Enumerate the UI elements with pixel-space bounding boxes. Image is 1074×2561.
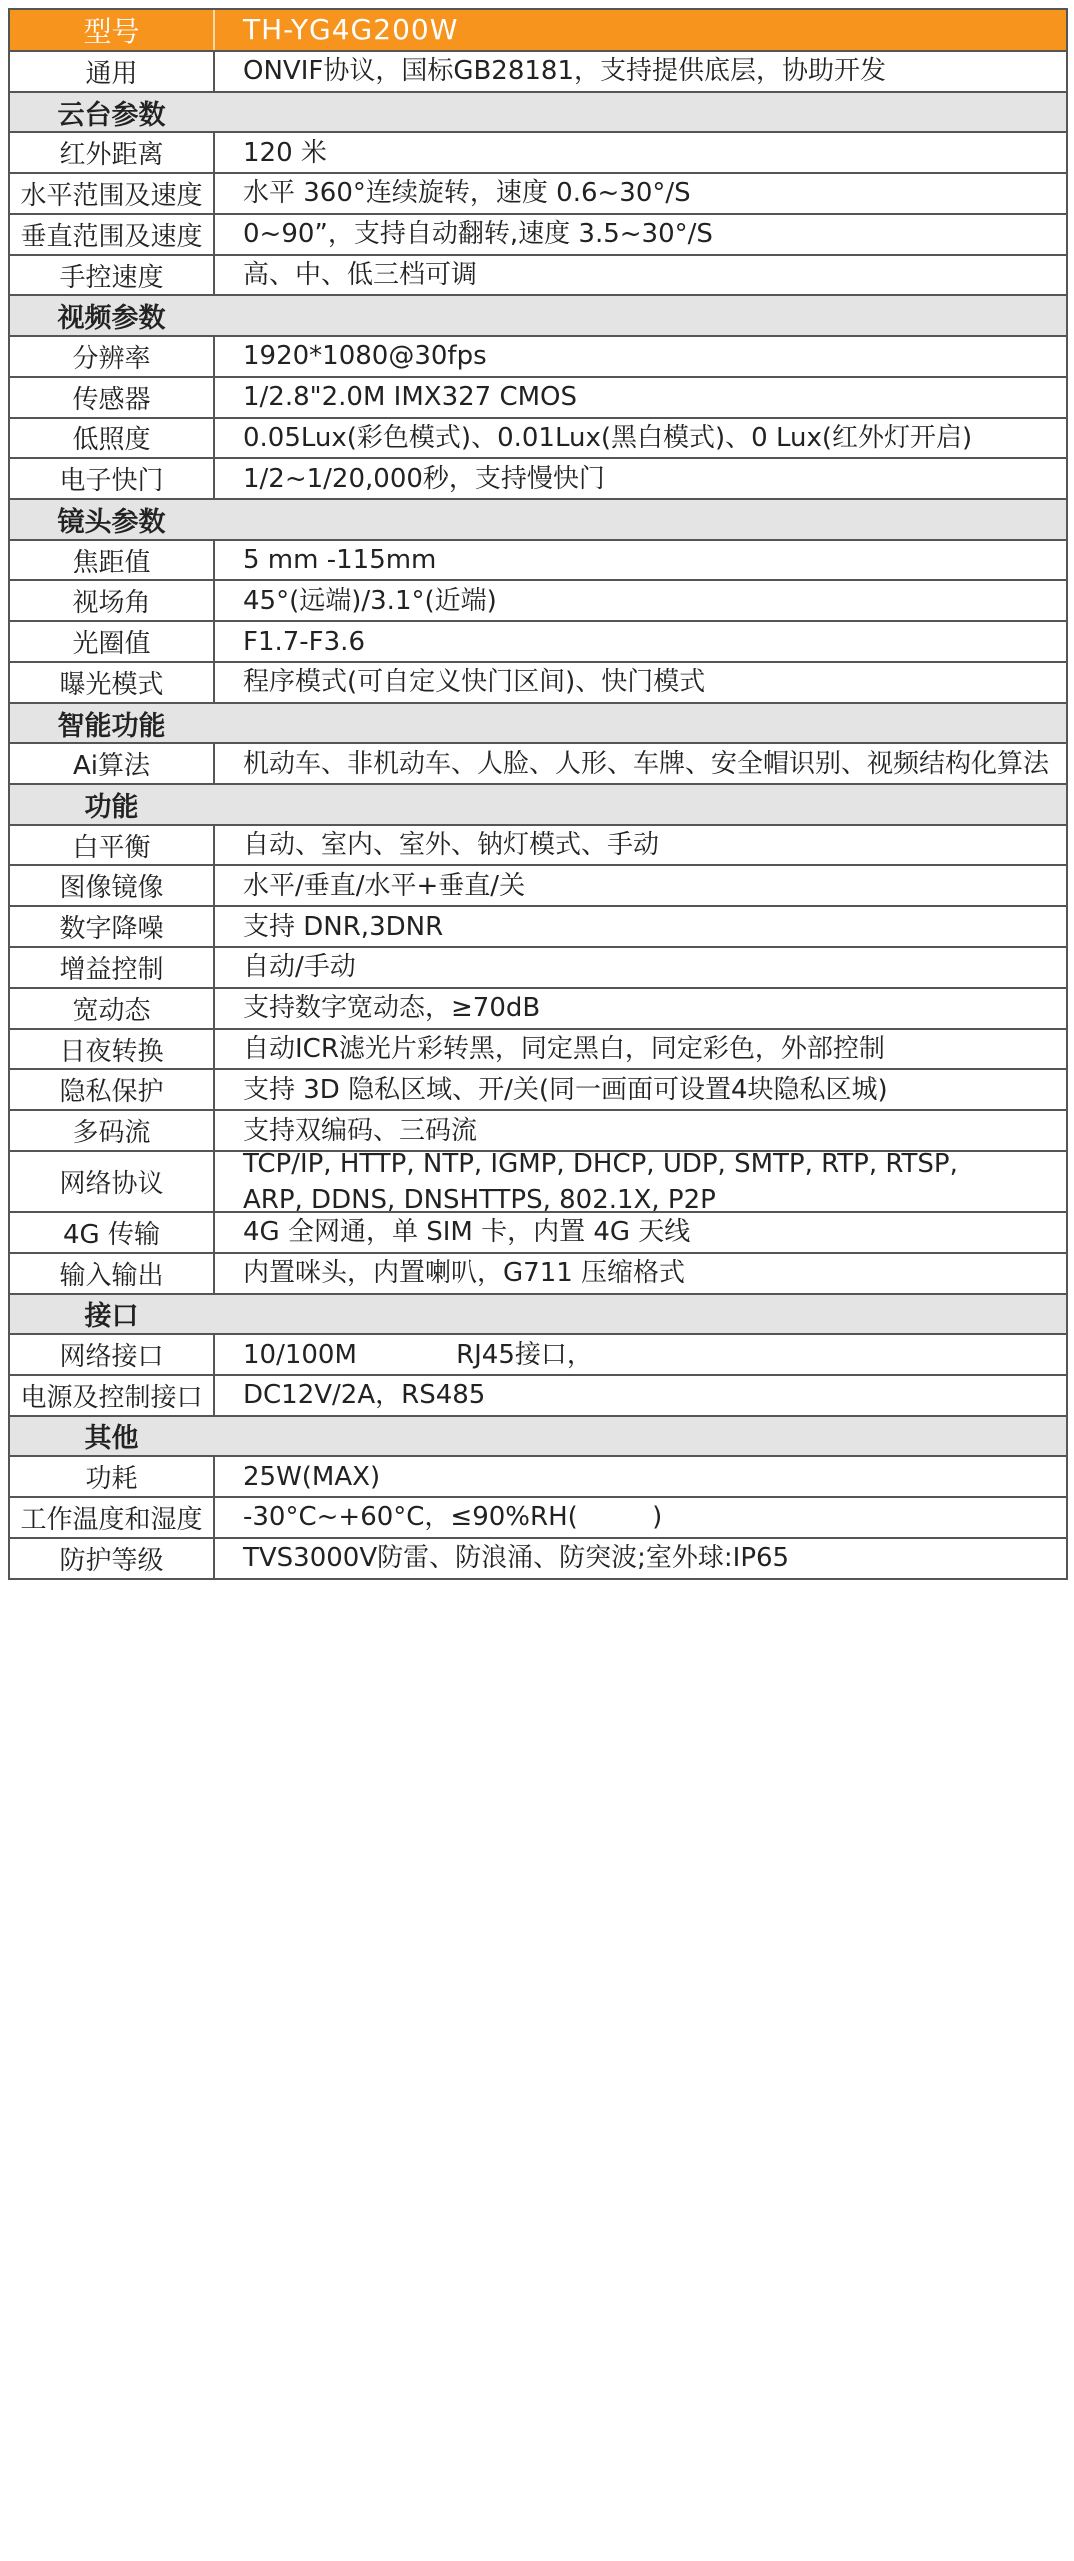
- spec-row: [10, 866, 1066, 907]
- section-header: [10, 500, 1066, 541]
- spec-value: TCP/IP, HTTP, NTP, IGMP, DHCP, UDP, SMTP, RTP, RTSP, ARP, DDNS, DNSHTTPS, 802.1X, P2P: [243, 1148, 958, 1215]
- spec-row: [10, 826, 1066, 867]
- spec-value: 1/2~1/20,000秒，支持慢快门: [243, 463, 605, 494]
- spec-label: 传感器: [10, 378, 215, 417]
- section-header: [10, 1295, 1066, 1336]
- spec-row: [10, 174, 1066, 215]
- spec-value: 10/100M RJ45接口，: [243, 1339, 593, 1370]
- section-title: 接口: [84, 1301, 139, 1333]
- spec-label: Ai算法: [10, 744, 215, 783]
- spec-label: 电子快门: [10, 459, 215, 498]
- spec-value: 支持 DNR,3DNR: [243, 911, 444, 942]
- spec-value: DC12V/2A，RS485: [243, 1380, 486, 1411]
- section-header: [10, 785, 1066, 826]
- section-title: 功能: [84, 791, 139, 823]
- spec-label: 电源及控制接口: [10, 1376, 215, 1415]
- spec-row: [10, 744, 1066, 785]
- spec-value: TVS3000V防雷、防浪涌、防突波;室外球:IP65: [243, 1543, 790, 1574]
- spec-row: [10, 907, 1066, 948]
- spec-label: 数字降噪: [10, 907, 215, 946]
- spec-value: 1920*1080@30fps: [243, 341, 487, 372]
- spec-row: [10, 541, 1066, 582]
- spec-row: [10, 663, 1066, 704]
- spec-value: 支持 3D 隐私区域、开/关(同一画面可设置4块隐私区城): [243, 1074, 888, 1105]
- spec-row: [10, 581, 1066, 622]
- spec-label: 网络接口: [10, 1335, 215, 1374]
- section-header: [10, 296, 1066, 337]
- spec-row: [10, 1213, 1066, 1254]
- spec-row: [10, 1498, 1066, 1539]
- spec-value: 支持双编码、三码流: [243, 1115, 478, 1146]
- spec-rows: [10, 52, 1066, 1580]
- spec-label: 日夜转换: [10, 1030, 215, 1069]
- spec-value: 自动/手动: [243, 952, 356, 983]
- spec-label: 4G 传输: [10, 1213, 215, 1252]
- spec-row: [10, 1254, 1066, 1295]
- spec-value: -30°C~+60°C，≤90%RH( ): [243, 1502, 663, 1533]
- spec-value: 支持数字宽动态，≥70dB: [243, 993, 541, 1024]
- section-header: [10, 1417, 1066, 1458]
- spec-label: 功耗: [10, 1457, 215, 1496]
- spec-row: [10, 1376, 1066, 1417]
- spec-label: 焦距值: [10, 541, 215, 580]
- spec-value: 25W(MAX): [243, 1461, 381, 1492]
- spec-label: 分辨率: [10, 337, 215, 376]
- spec-row: [10, 419, 1066, 460]
- spec-label: 红外距离: [10, 133, 215, 172]
- spec-value: 0.05Lux(彩色模式)、0.01Lux(黑白模式)、0 Lux(红外灯开启): [243, 422, 973, 453]
- spec-value: ONVIF协议，国标GB28181，支持提供底层，协助开发: [243, 56, 887, 87]
- spec-label: 低照度: [10, 419, 215, 458]
- spec-label: 手控速度: [10, 256, 215, 295]
- spec-table: [8, 8, 1068, 1580]
- spec-row: [10, 1030, 1066, 1071]
- section-title: 智能功能: [57, 710, 166, 742]
- header-label: 型号: [10, 10, 215, 50]
- spec-row: [10, 52, 1066, 93]
- section-title: 云台参数: [57, 99, 166, 131]
- spec-row: [10, 1457, 1066, 1498]
- spec-value: F1.7-F3.6: [243, 626, 365, 657]
- spec-row: [10, 133, 1066, 174]
- spec-row: [10, 948, 1066, 989]
- spec-label: 防护等级: [10, 1539, 215, 1578]
- spec-label: 工作温度和湿度: [10, 1498, 215, 1537]
- spec-row: [10, 622, 1066, 663]
- spec-value: 5 mm -115mm: [243, 545, 437, 576]
- spec-label: 垂直范围及速度: [10, 215, 215, 254]
- section-title: 镜头参数: [57, 506, 166, 538]
- spec-value: 1/2.8"2.0M IMX327 CMOS: [243, 382, 578, 413]
- spec-row: [10, 459, 1066, 500]
- header-row: [10, 10, 1066, 52]
- spec-value: 自动ICR滤光片彩转黑，同定黑白，同定彩色，外部控制: [243, 1034, 885, 1065]
- spec-label: 宽动态: [10, 989, 215, 1028]
- spec-label: 多码流: [10, 1111, 215, 1150]
- spec-value: 4G 全网通，单 SIM 卡，内置 4G 天线: [243, 1217, 691, 1248]
- section-header: [10, 93, 1066, 134]
- spec-value: 45°(远端)/3.1°(近端): [243, 585, 497, 616]
- spec-row: [10, 215, 1066, 256]
- spec-value: 高、中、低三档可调: [243, 260, 478, 291]
- spec-label: 水平范围及速度: [10, 174, 215, 213]
- spec-value: 水平/垂直/水平+垂直/关: [243, 870, 526, 901]
- spec-row: [10, 1539, 1066, 1580]
- spec-value: 120 米: [243, 137, 327, 168]
- spec-label: 白平衡: [10, 826, 215, 865]
- section-title: 其他: [84, 1423, 139, 1455]
- spec-row: [10, 378, 1066, 419]
- spec-label: 输入输出: [10, 1254, 215, 1293]
- section-title: 视频参数: [57, 303, 166, 335]
- spec-value: 机动车、非机动车、人脸、人形、车牌、安全帽识别、视频结构化算法: [243, 748, 1050, 779]
- spec-value: 自动、室内、室外、钠灯模式、手动: [243, 830, 660, 861]
- spec-value: 0~90”，支持自动翻转,速度 3.5~30°/S: [243, 219, 713, 250]
- spec-label: 图像镜像: [10, 866, 215, 905]
- spec-value: 水平 360°连续旋转，速度 0.6~30°/S: [243, 178, 691, 209]
- spec-label: 光圈值: [10, 622, 215, 661]
- spec-row: [10, 1148, 1066, 1215]
- spec-row: [10, 256, 1066, 297]
- spec-row: [10, 337, 1066, 378]
- spec-label: 通用: [10, 52, 215, 91]
- spec-label: 曝光模式: [10, 663, 215, 702]
- spec-value: 程序模式(可自定义快门区间)、快门模式: [243, 667, 706, 698]
- spec-label: 网络协议: [10, 1152, 215, 1211]
- spec-label: 隐私保护: [10, 1070, 215, 1109]
- spec-label: 增益控制: [10, 948, 215, 987]
- section-header: [10, 704, 1066, 745]
- spec-row: [10, 1070, 1066, 1111]
- spec-row: [10, 989, 1066, 1030]
- spec-value: 内置咪头，内置喇叭，G711 压缩格式: [243, 1258, 686, 1289]
- spec-label: 视场角: [10, 581, 215, 620]
- spec-row: [10, 1335, 1066, 1376]
- header-model: TH-YG4G200W: [243, 13, 459, 46]
